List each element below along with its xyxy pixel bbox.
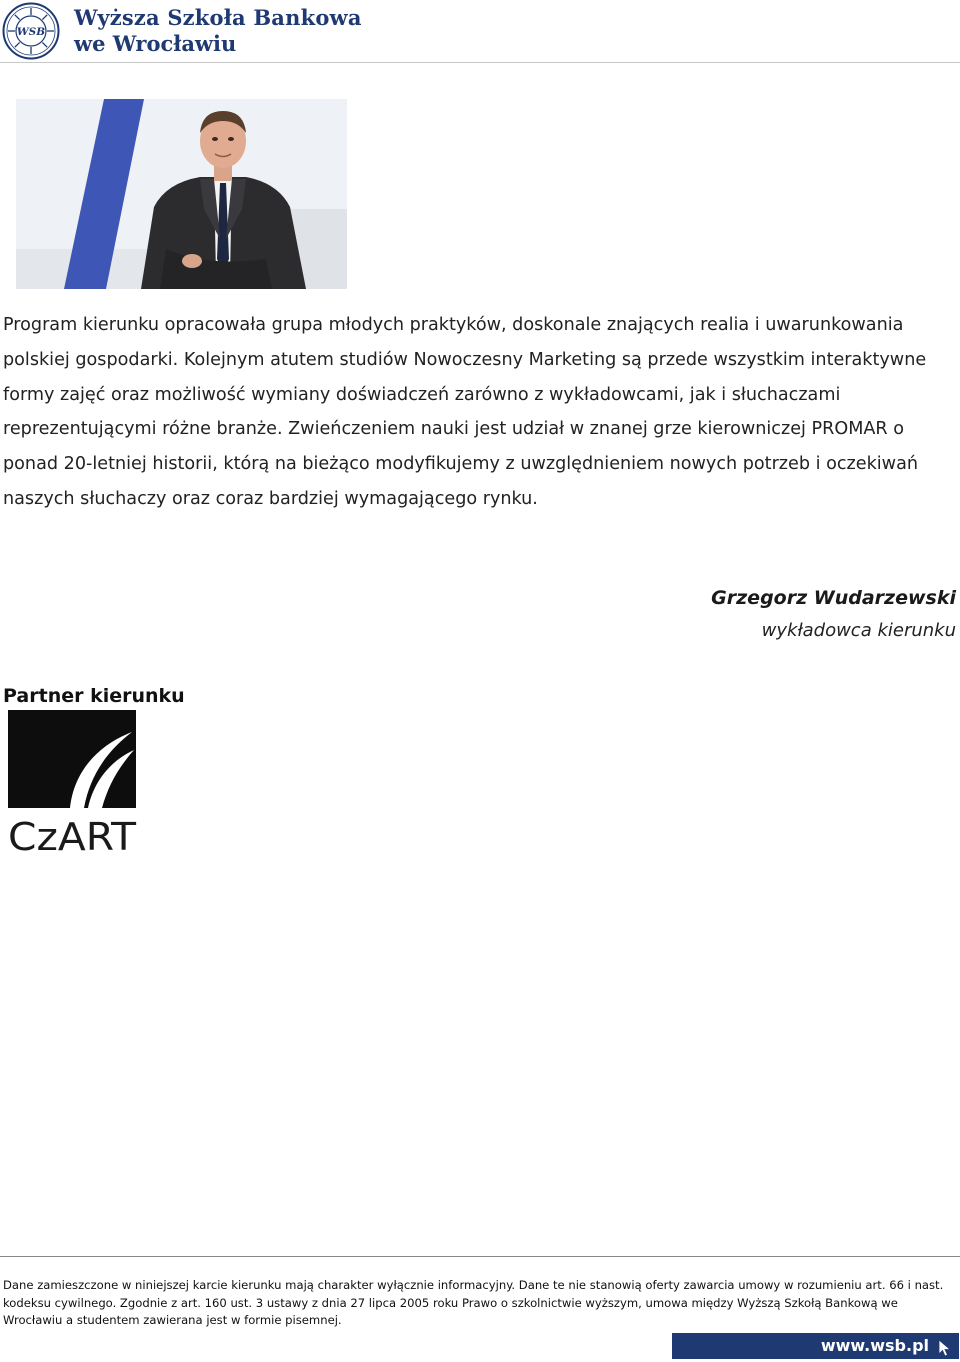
cursor-icon <box>937 1339 953 1357</box>
university-name <box>74 4 362 57</box>
website-url-link[interactable]: www.wsb.pl <box>820 1336 929 1355</box>
lecturer-name: Grzegorz Wudarzewski <box>711 587 956 609</box>
page-header <box>0 0 960 62</box>
program-description: Program kierunku opracowała grupa młodych praktyków, doskonale znających realia i uwarunkowania polskiej gospodarki. Kolejnym atutem studiów Nowoczesny Marketing są przede wszystkim interaktywne formy zajęć oraz możliwość wymiany doświadczeń zarówno z wykładowcami, jak i słuchaczami reprezentującymi różne branże. Zwieńczeniem nauki jest udział w znanej grze kierowniczej PROMAR o ponad 20-letniej historii, którą na bieżąco modyfikujemy z uwzględnieniem nowych potrzeb i oczekiwań naszych słuchaczy oraz coraz bardziej wymagającego rynku. <box>3 315 927 509</box>
signature-block <box>711 582 956 648</box>
website-banner[interactable] <box>672 1333 959 1359</box>
header-divider <box>0 62 960 63</box>
legal-disclaimer: Dane zamieszczone w niniejszej karcie kierunku mają charakter wyłącznie informacyjny. Dane te nie stanowią oferty zawarcia umowy w rozumieniu art. 66 i nast. kodeksu cywilnego. Zgodnie z art. 160 ust. 3 ustawy z dnia 27 lipca 2005 roku Prawo o szkolnictwie wyższym, umowa między Wyższą Szkołą Bankową we Wrocławiu a studentem zawierana jest w formie pisemnej. <box>3 1278 944 1328</box>
partner-heading: Partner kierunku <box>3 685 185 707</box>
brand-line-1: Wyższa Szkoła Bankowa <box>74 5 362 30</box>
footer-divider <box>0 1256 960 1257</box>
wsb-seal-logo <box>2 2 60 60</box>
seal-monogram: WSB <box>16 26 46 38</box>
brand-line-2: we Wrocławiu <box>74 31 237 56</box>
lecturer-role: wykładowca kierunku <box>761 620 956 641</box>
czart-logo-text: CzART <box>8 815 137 854</box>
czart-partner-logo <box>8 710 138 854</box>
lecturer-photo <box>16 99 347 289</box>
